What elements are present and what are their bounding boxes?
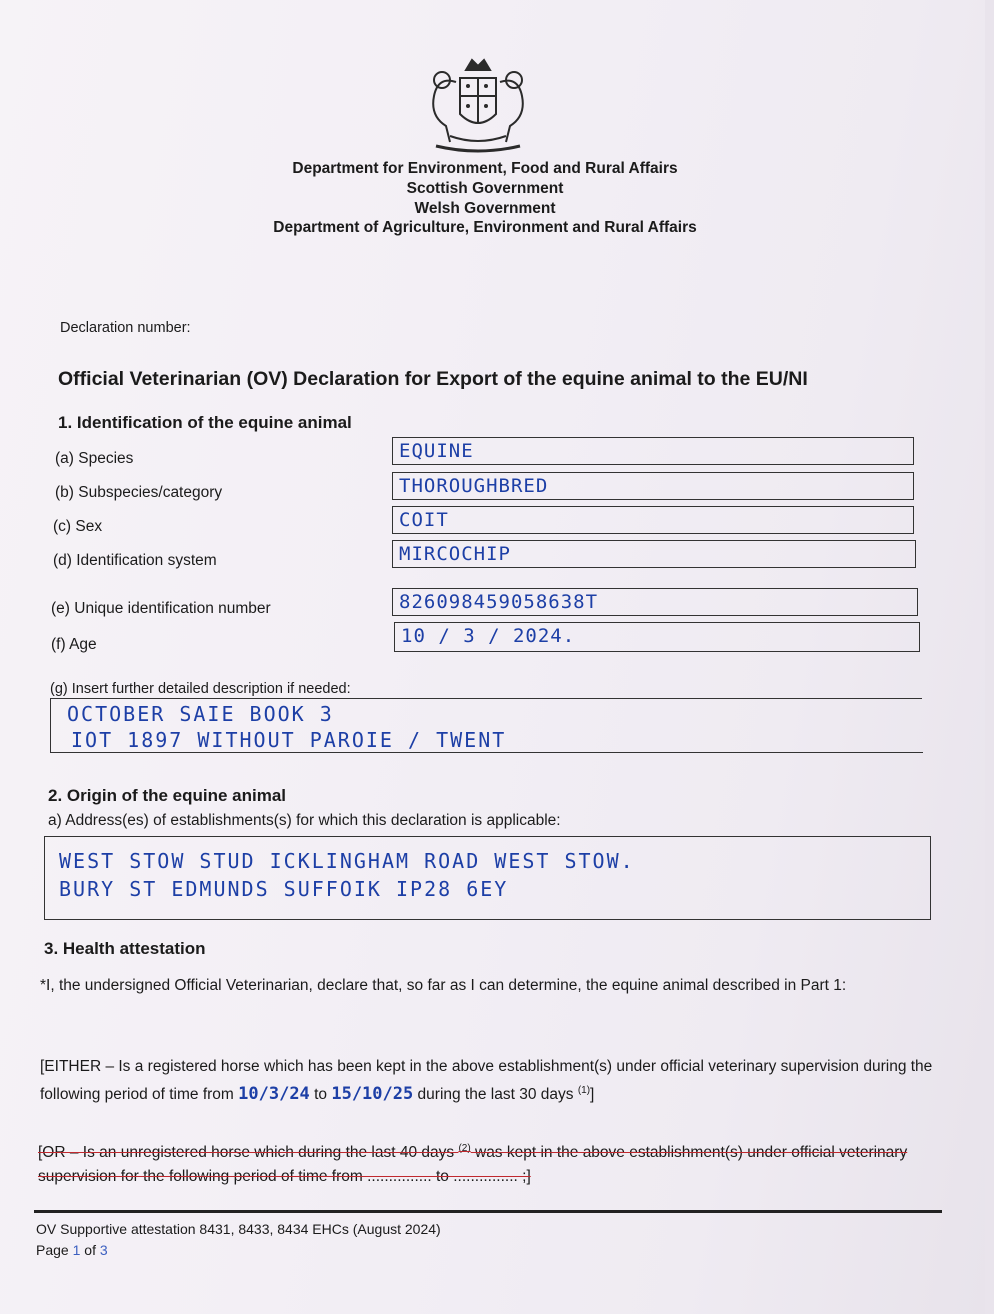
or-footnote-ref: (2) (458, 1143, 471, 1154)
either-text: [EITHER – Is a registered horse which has been kept in the above establishment(s) under official veterinary supervision during the following period of time from (40, 1058, 933, 1104)
address-sub-label: a) Address(es) of establishments(s) for which this declaration is applicable: (48, 812, 561, 829)
footer-rule (34, 1210, 942, 1213)
or-clause-struck (38, 1137, 938, 1189)
either-post-text: during the last 30 days (413, 1086, 578, 1104)
footer-attestation-ref: OV Supportive attestation 8431, 8433, 8434 EHCs (August 2024) (36, 1221, 441, 1237)
header-line-defra: Department for Environment, Food and Rural Affairs (292, 160, 678, 177)
sex-value: COIT (399, 509, 449, 531)
subspecies-label: (b) Subspecies/category (55, 484, 223, 501)
age-value: 10 / 3 / 2024. (401, 625, 576, 647)
age-label: (f) Age (51, 636, 97, 653)
identification-system-label: (d) Identification system (53, 552, 217, 569)
section2-heading: 2. Origin of the equine animal (48, 786, 287, 805)
royal-coat-of-arms-icon (416, 56, 540, 160)
page-word: Page (36, 1242, 69, 1258)
declaration-number-label: Declaration number: (60, 320, 191, 336)
further-description-line2: IOT 1897 WITHOUT PAROIE / TWENT (71, 728, 507, 752)
address-line2: BURY ST EDMUNDS SUFFOIK IP28 6EY (59, 877, 509, 901)
header-line-welsh-gov: Welsh Government (414, 200, 556, 217)
species-field[interactable] (392, 437, 914, 465)
either-end: ] (590, 1086, 595, 1104)
either-from-date: 10/3/24 (238, 1084, 310, 1105)
address-line1: WEST STOW STUD ICKLINGHAM ROAD WEST STOW. (59, 849, 635, 873)
further-description-line1: OCTOBER SAIE BOOK 3 (67, 702, 334, 726)
health-attestation-intro: *I, the undersigned Official Veterinarian, declare that, so far as I can determine, the equine animal described in Part 1: (40, 977, 847, 994)
further-description-label: (g) Insert further detailed description if needed: (50, 681, 351, 697)
subspecies-field[interactable] (392, 472, 914, 500)
unique-id-value: 826098459058638T (399, 591, 599, 613)
species-value: EQUINE (399, 440, 474, 462)
either-to-word: to (309, 1086, 332, 1104)
footer-page-number (36, 1242, 108, 1258)
section1-heading: 1. Identification of the equine animal (58, 413, 352, 432)
identification-system-field[interactable] (392, 540, 916, 568)
further-description-field[interactable] (50, 698, 923, 753)
page-title: Official Veterinarian (OV) Declaration for Export of the equine animal to the EU/NI (58, 368, 808, 390)
page-total: 3 (99, 1242, 108, 1258)
identification-system-value: MIRCOCHIP (399, 543, 511, 565)
either-to-date: 15/10/25 (331, 1084, 414, 1105)
or-text: [OR – Is an unregistered horse which during the last 40 days (38, 1144, 459, 1162)
age-field[interactable] (394, 622, 920, 652)
sex-field[interactable] (392, 506, 914, 534)
either-footnote-ref: (1) (577, 1085, 591, 1096)
either-clause (40, 1055, 934, 1107)
or-post-text: was kept in the above establishment(s) under official veterinary supervision for the following period of time from ............... to ............... ;] (38, 1144, 908, 1186)
subspecies-value: THOROUGHBRED (399, 475, 549, 497)
of-word: of (84, 1242, 96, 1258)
sex-label: (c) Sex (53, 518, 103, 535)
header-line-scottish-gov: Scottish Government (406, 180, 564, 197)
unique-id-field[interactable] (392, 588, 918, 616)
unique-id-label: (e) Unique identification number (51, 600, 271, 617)
species-label: (a) Species (55, 450, 134, 467)
header-line-daera: Department of Agriculture, Environment and Rural Affairs (273, 219, 697, 236)
section3-heading: 3. Health attestation (44, 939, 206, 958)
page-current: 1 (72, 1242, 81, 1258)
address-field[interactable] (44, 836, 931, 920)
